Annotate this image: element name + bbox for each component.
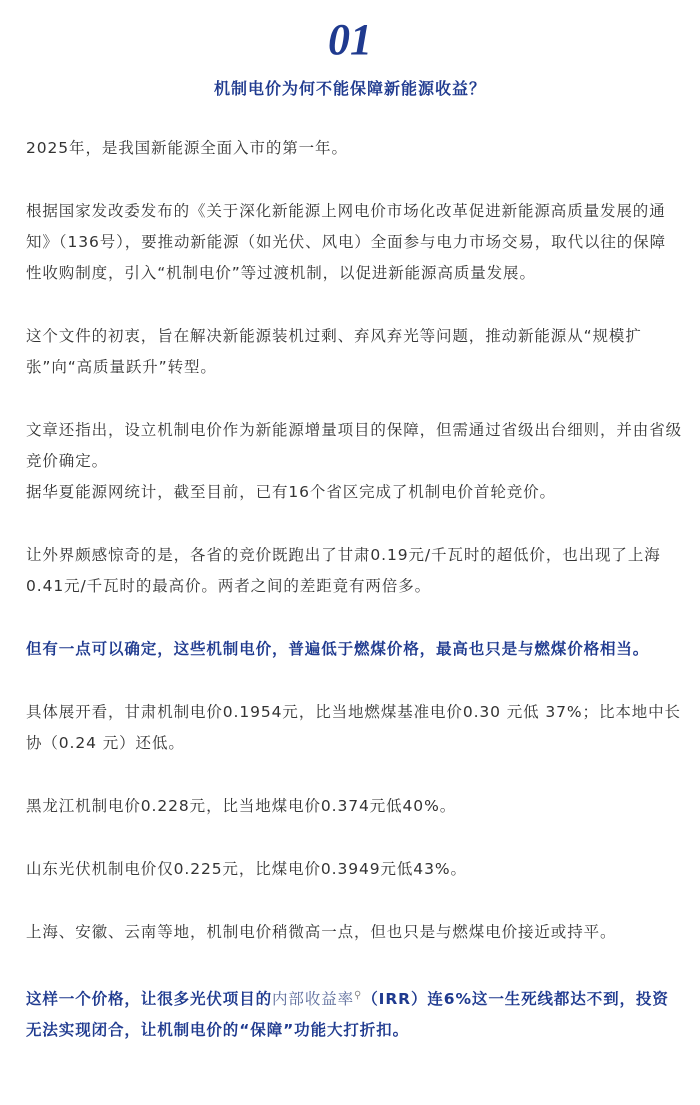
article-body: [0, 133, 700, 1046]
section-number: 01: [322, 18, 378, 62]
irr-search-link[interactable]: 内部收益率: [272, 990, 355, 1009]
paragraph: 据华夏能源网统计，截至目前，已有16个省区完成了机制电价首轮竞价。: [26, 483, 556, 501]
search-icon[interactable]: ⚲: [354, 990, 363, 1001]
paragraph: 2025年，是我国新能源全面入市的第一年。: [26, 139, 348, 157]
paragraph: 黑龙江机制电价0.228元，比当地煤电价0.374元低40%。: [26, 797, 457, 815]
closing-paragraph: [26, 980, 682, 1046]
closing-text: 这样一个价格，让很多光伏项目的: [26, 990, 273, 1009]
paragraph: 具体展开看，甘肃机制电价0.1954元，比当地燃煤基准电价0.30 元低 37%；比本地中长协（0.24 元）还低。: [26, 703, 681, 752]
paragraph: 上海、安徽、云南等地，机制电价稍微高一点，但也只是与燃煤电价接近或持平。: [26, 923, 617, 941]
highlight-paragraph: 但有一点可以确定，这些机制电价，普遍低于燃煤价格，最高也只是与燃煤价格相当。: [26, 640, 650, 658]
section-number-block: [0, 0, 700, 66]
paragraph: 根据国家发改委发布的《关于深化新能源上网电价市场化改革促进新能源高质量发展的通知》（136号），要推动新能源（如光伏、风电）全面参与电力市场交易，取代以往的保障性收购制度，引入“机制电价”等过渡机制，以促进新能源高质量发展。: [26, 202, 666, 282]
paragraph: 文章还指出，设立机制电价作为新能源增量项目的保障，但需通过省级出台细则，并由省级竞价确定。: [26, 421, 683, 470]
paragraph: 让外界颇感惊奇的是，各省的竞价既跑出了甘肃0.19元/千瓦时的超低价，也出现了上海0.41元/千瓦时的最高价。两者之间的差距竟有两倍多。: [26, 546, 661, 595]
section-title: 机制电价为何不能保障新能源收益？: [213, 79, 486, 98]
paragraph: 这个文件的初衷，旨在解决新能源装机过剩、弃风弃光等问题，推动新能源从“规模扩张”向“高质量跃升”转型。: [26, 327, 642, 376]
paragraph: 山东光伏机制电价仅0.225元，比煤电价0.3949元低43%。: [26, 860, 467, 878]
closing-text: （IRR）连6%这一生死线都达不到，投资无法实现闭合，让机制电价的“保障”功能大打折扣。: [26, 990, 669, 1040]
